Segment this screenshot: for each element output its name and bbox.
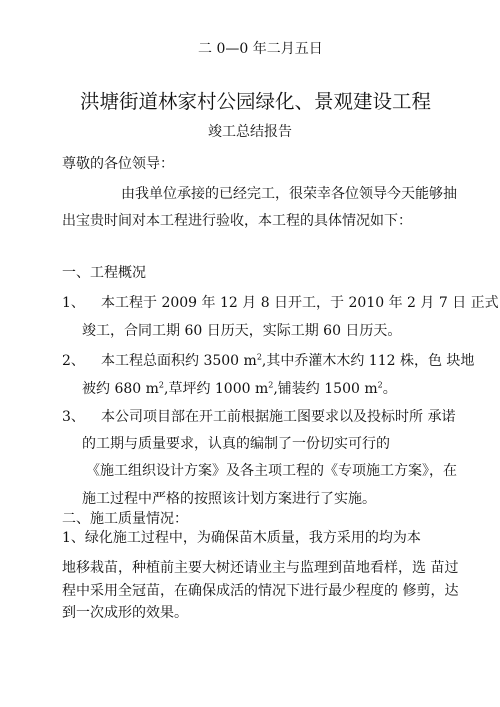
item-2-line-2: 被约 680 $m^2$,草坪约 1000 $m^2$,铺装约 1500 $m^2$。 (82, 380, 397, 397)
section-2-line-2: 地移栽苗，种植前主要大树还请业主与监理到苗地看样，选 苗过 (62, 560, 459, 576)
item-2-number: 2、 (62, 353, 85, 369)
item-1-line-1: 本工程于 2009 年 12 月 8 日开工，于 2010 年 2 月 7 日 正式 (101, 295, 499, 311)
section-1-heading: 一、工程概况 (62, 265, 146, 281)
section-2-item-1-line-1: 1、绿化施工过程中，为确保苗木质量，我方采用的均为本 (62, 530, 421, 546)
intro-line-2: 出宝贵时间对本工程进行验收，本工程的具体情况如下： (62, 213, 412, 229)
section-2-heading: 二、施工质量情况： (62, 511, 188, 527)
report-date: 二 0—0 年二月五日 (198, 41, 323, 57)
salutation: 尊敬的各位领导： (62, 156, 174, 172)
item-3-line-4: 施工过程中严格的按照该计划方案进行了实施。 (82, 491, 376, 507)
item-2-line-1: 本工程总面积约 3500 $m^2$,其中乔灌木木约 112 株，色 块地 (101, 352, 475, 369)
document-title: 洪塘街道林家村公园绿化、景观建设工程 (80, 90, 432, 113)
document-subtitle: 竣工总结报告 (208, 124, 292, 140)
item-1-number: 1、 (62, 295, 85, 311)
item-3-line-3: 《施工组织设计方案》及各主项工程的《专项施工方案》，在 (86, 463, 457, 479)
item-3-number: 3、 (62, 409, 85, 425)
section-2-line-4: 到一次成形的效果。 (62, 605, 188, 621)
intro-line-1: 由我单位承接的已经完工，很荣幸各位领导今天能够抽 (121, 186, 457, 202)
item-3-line-1: 本公司项目部在开工前根据施工图要求以及投标时所 承诺 (101, 409, 456, 425)
section-2-line-3: 程中采用全冠苗，在确保成活的情况下进行最少程度的 修剪，达 (62, 583, 459, 599)
item-3-line-2: 的工期与质量要求，认真的编制了一份切实可行的 (82, 436, 390, 452)
item-1-line-2: 竣工，合同工期 60 日历天，实际工期 60 日历天。 (82, 323, 402, 339)
